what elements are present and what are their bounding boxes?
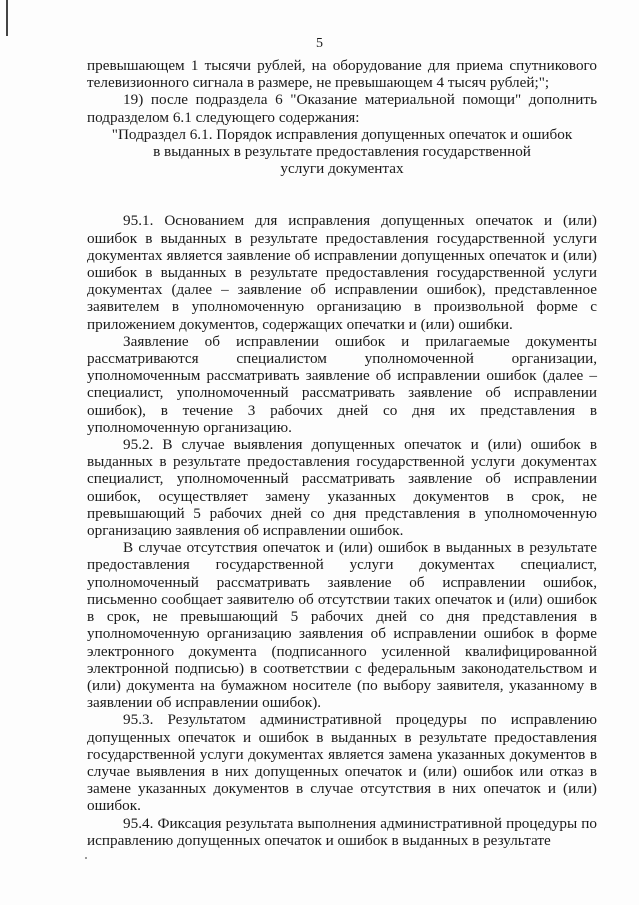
document-body <box>87 57 597 849</box>
scan-edge-mark <box>6 0 8 36</box>
paragraph-95-4: 95.4. Фиксация результата выполнения административной процедуры по исправлению допущенных опечаток и ошибок в выданных в результате <box>87 814 597 849</box>
paragraph-95-1: 95.1. Основанием для исправления допущенных опечаток и (или) ошибок в выданных в результате предоставления государственной услуги документах является заявление об исправлении допущенных опечаток и (или) ошибок в выданных в результате предоставления государственной услуги документах (далее – заявление об исправлении ошибок), представленное заявителем в уполномоченную организацию в произвольной форме с приложением документов, содержащих опечатки и (или) ошибки. <box>87 212 597 333</box>
paragraph-continuation: превышающем 1 тысячи рублей, на оборудование для приема спутникового телевизионного сигнала в размере, не превышающем 4 тысяч рублей;"; <box>87 57 597 92</box>
paragraph-95-3: 95.3. Результатом административной процедуры по исправлению допущенных опечаток и ошибок в выданных в результате предоставления государственной услуги документах является замена указанных документов в случае выявления в них допущенных опечаток и (или) ошибок или отказ в замене указанных документов в случае отсутствия в них опечаток и (или) ошибок. <box>87 711 597 815</box>
scan-artifact <box>85 857 87 859</box>
paragraph-95-1-cont: Заявление об исправлении ошибок и прилагаемые документы рассматриваются специалистом уполномоченной организации, уполномоченным рассматривать заявление об исправлении ошибок (далее – специалист, уполномоченный рассматривать заявление об исправлении ошибок), в течение 3 рабочих дней со дня их представления в уполномоченную организацию. <box>87 332 597 436</box>
spacer <box>87 177 597 212</box>
paragraph-95-2: 95.2. В случае выявления допущенных опечаток и (или) ошибок в выданных в результате предоставления государственной услуги документах специалист, уполномоченный рассматривать заявление об исправлении ошибок, осуществляет замену указанных документов в срок, не превышающий 5 рабочих дней со дня представления в уполномоченную организацию заявления об исправлении ошибок. <box>87 436 597 540</box>
heading-line: в выданных в результате предоставления государственной <box>153 143 531 161</box>
subsection-heading <box>87 126 597 178</box>
paragraph-95-2-cont: В случае отсутствия опечаток и (или) ошибок в выданных в результате предоставления государственной услуги документах специалист, уполномоченный рассматривать заявление об исправлении ошибок, письменно сообщает заявителю об отсутствии таких опечаток и (или) ошибок в срок, не превышающий 5 рабочих дней со дня представления в уполномоченную организацию заявления об исправлении ошибок в форме электронного документа (подписанного усиленной квалифицированной электронной подписью) в соответствии с федеральным законодательством и (или) документа на бумажном носителе (по выбору заявителя, указанному в заявлении об исправлении ошибок). <box>87 539 597 712</box>
paragraph-item-19: 19) после подраздела 6 "Оказание материальной помощи" дополнить подразделом 6.1 следующего содержания: <box>87 91 597 126</box>
heading-line: "Подраздел 6.1. Порядок исправления допущенных опечаток и ошибок <box>111 125 573 143</box>
page-number: 5 <box>316 36 323 51</box>
heading-line: услуги документах <box>280 160 404 178</box>
